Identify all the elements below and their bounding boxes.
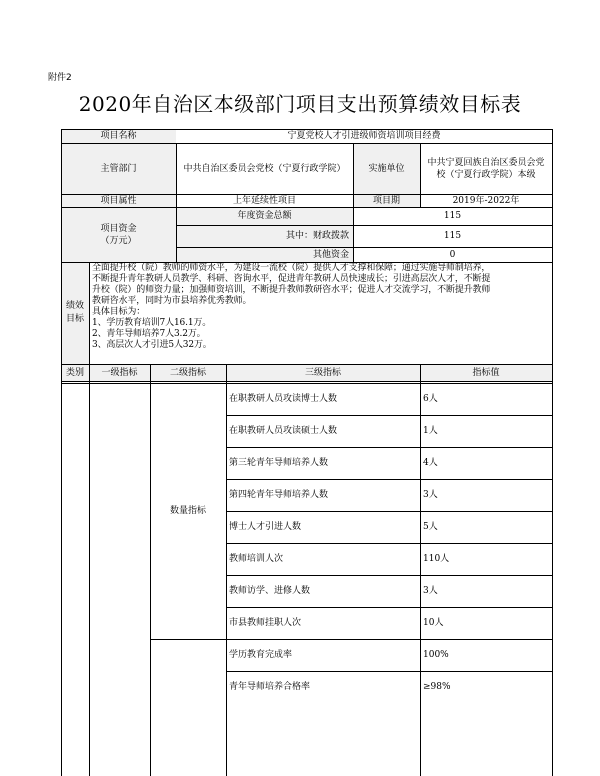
grid-line — [61, 129, 553, 130]
grid-line — [226, 511, 553, 512]
period-label: 项目期 — [372, 195, 400, 206]
goal-line: 1、学历教育培训7人16.1万。 — [92, 318, 212, 328]
indicator-name: 第三轮青年导师培养人数 — [229, 458, 329, 468]
goal-label: 绩效目标 — [65, 301, 84, 324]
indicator-value: 6人 — [423, 394, 438, 404]
page-title: 2020年自治区本级部门项目支出预算绩效目标表 — [78, 92, 522, 116]
indicator-name: 青年导师培养合格率 — [229, 682, 311, 692]
grid-line — [226, 607, 553, 608]
dept-label: 主管部门 — [100, 163, 137, 174]
second-level-quantity: 数量指标 — [169, 506, 206, 516]
grid-line — [61, 262, 553, 263]
grid-line — [61, 364, 553, 365]
grid-line — [61, 381, 553, 382]
indicator-name: 教师访学、进修人数 — [229, 586, 311, 596]
grid-line — [226, 575, 553, 576]
indicator-name: 教师培训人次 — [229, 554, 284, 564]
goal-line: 3、高层次人才引进5人32万。 — [92, 340, 212, 350]
grid-line — [61, 143, 553, 144]
funds-total-value: 115 — [443, 211, 462, 221]
col-header-value: 指标值 — [472, 367, 500, 378]
grid-line — [150, 639, 553, 640]
attr-value: 上年延续性项目 — [232, 195, 296, 206]
indicator-name: 第四轮青年导师培养人数 — [229, 490, 329, 500]
indicator-name: 在职教研人员攻读硕士人数 — [229, 426, 338, 436]
goal-text — [89, 262, 552, 364]
grid-line — [226, 543, 553, 544]
grid-line — [150, 364, 151, 776]
goal-line: 教研咨水平，同时为市县培养优秀教师。 — [92, 296, 252, 306]
indicator-value: 1人 — [423, 426, 438, 436]
grid-line — [89, 262, 90, 364]
impl-value: 中共宁夏回族自治区委员会党校（宁夏行政学院）本级 — [427, 157, 545, 180]
attachment-label: 附件2 — [48, 73, 72, 83]
indicator-value: 100% — [423, 650, 449, 660]
indicator-value: 5人 — [423, 522, 438, 532]
funds-fiscal-label: 其中：财政拨款 — [285, 231, 349, 241]
col-header-category: 类别 — [65, 367, 84, 378]
col-header-level1: 一级指标 — [101, 367, 138, 378]
indicator-value: 110人 — [423, 554, 450, 564]
funds-other-value: 0 — [449, 249, 456, 260]
grid-line — [61, 383, 553, 384]
indicator-name: 学历教育完成率 — [229, 650, 293, 660]
grid-line — [420, 143, 421, 207]
dept-value: 中共自治区委员会党校（宁夏行政学院） — [183, 163, 346, 174]
grid-line — [61, 194, 553, 195]
col-header-level2: 二级指标 — [169, 367, 206, 378]
col-header-level3: 三级指标 — [304, 367, 341, 378]
indicator-name: 在职教研人员攻读博士人数 — [229, 394, 338, 404]
grid-line — [226, 671, 553, 672]
indicator-value: 3人 — [423, 490, 438, 500]
grid-line — [552, 129, 553, 776]
goal-line: 2、青年导师培养7人3.2万。 — [92, 329, 206, 339]
goal-line: 全面提升校（院）教师的师资水平，为建设一流校（院）提供人才支撑和保障；通过实施导师制培养， — [92, 263, 491, 273]
project-name-value: 宁夏党校人才引进级师资培训项目经费 — [287, 131, 441, 141]
indicator-value: 3人 — [423, 586, 438, 596]
goal-line: 不断提升青年教研人员教学、科研、咨询水平，促进青年教研人员快速成长；引进高层次人才，不断提 — [92, 274, 491, 284]
grid-line — [176, 225, 553, 226]
impl-label: 实施单位 — [368, 163, 405, 174]
grid-line — [176, 247, 553, 248]
indicator-name: 博士人才引进人数 — [229, 522, 302, 532]
grid-line — [420, 364, 421, 776]
indicator-value: 4人 — [423, 458, 438, 468]
grid-line — [353, 143, 354, 262]
grid-line — [226, 479, 553, 480]
funds-label: 项目资金（万元） — [100, 223, 137, 246]
grid-line — [176, 143, 177, 262]
attr-label: 项目属性 — [100, 195, 137, 206]
period-value: 2019年-2022年 — [452, 195, 520, 206]
grid-line — [226, 364, 227, 776]
goal-line: 具体目标为： — [92, 307, 146, 317]
funds-other-label: 其他资金 — [312, 249, 349, 260]
indicator-value: 10人 — [423, 618, 444, 628]
indicator-value: ≥98% — [423, 682, 451, 692]
grid-line — [89, 364, 90, 776]
grid-line — [61, 207, 553, 208]
grid-line — [226, 415, 553, 416]
grid-line — [226, 447, 553, 448]
funds-total-label: 年度资金总额 — [237, 211, 292, 221]
project-name-label: 项目名称 — [100, 131, 137, 141]
indicator-name: 市县教师挂职人次 — [229, 618, 302, 628]
funds-fiscal-value: 115 — [443, 231, 462, 241]
goal-line: 升校（院）的师资力量；加强师资培训，不断提升教师教研咨水平；促进人才交流学习，不断提升教师 — [92, 285, 491, 295]
grid-line — [61, 129, 62, 776]
